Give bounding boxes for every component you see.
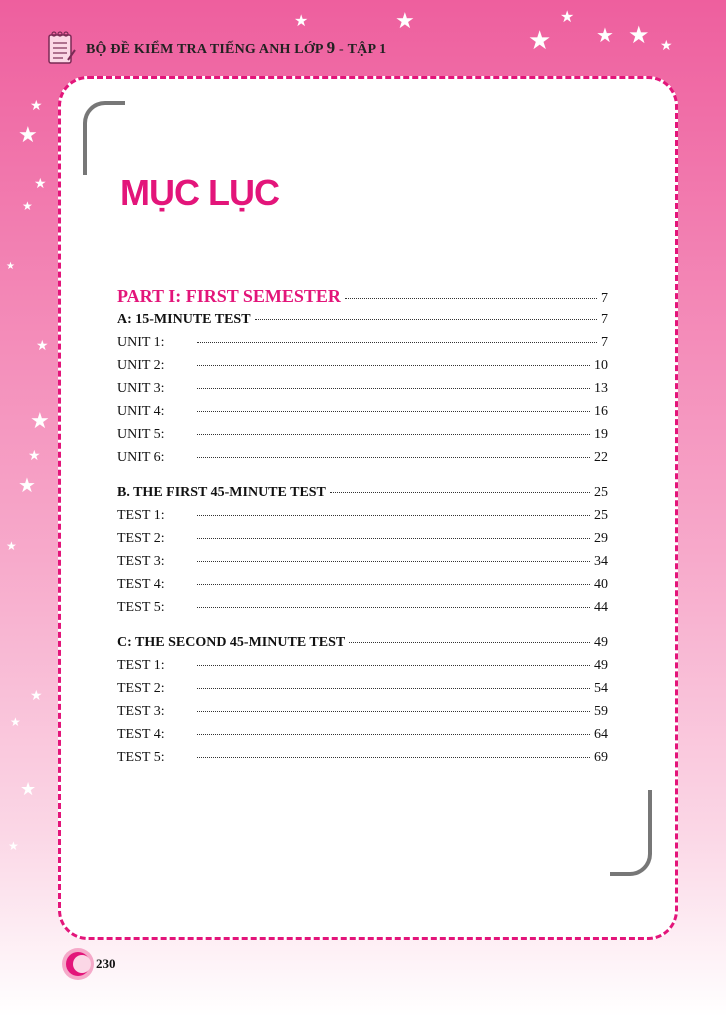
- toc-page: 7: [601, 291, 608, 306]
- toc-page: 64: [594, 727, 608, 742]
- toc-label: TEST 5:: [117, 750, 165, 765]
- toc-page: 16: [594, 404, 608, 419]
- toc-label: TEST 1:: [117, 658, 165, 673]
- toc-page: 13: [594, 381, 608, 396]
- toc-page: 59: [594, 704, 608, 719]
- toc-page: 22: [594, 450, 608, 465]
- toc-row[interactable]: [117, 286, 608, 312]
- dot-leader: [345, 298, 597, 299]
- star-icon: ★: [18, 122, 38, 147]
- toc-row[interactable]: [117, 554, 608, 577]
- toc-page: 54: [594, 681, 608, 696]
- dot-leader: [197, 365, 590, 366]
- book-title-main: BỘ ĐỀ KIỂM TRA TIẾNG ANH LỚP: [86, 42, 323, 57]
- star-icon: ★: [8, 839, 19, 853]
- corner-bracket-top-left: [83, 101, 125, 175]
- star-icon: ★: [660, 39, 673, 54]
- page-number: 230: [96, 956, 116, 971]
- star-icon: ★: [28, 449, 41, 464]
- star-icon: ★: [294, 13, 309, 30]
- table-of-contents: [117, 286, 608, 773]
- toc-label: UNIT 3:: [117, 381, 165, 396]
- toc-row[interactable]: [117, 427, 608, 450]
- toc-page: 7: [601, 335, 608, 350]
- dot-leader: [197, 757, 590, 758]
- star-icon: ★: [6, 539, 17, 553]
- dot-leader: [197, 538, 590, 539]
- dot-leader: [197, 688, 590, 689]
- star-icon: ★: [528, 26, 552, 55]
- star-icon: ★: [18, 475, 36, 497]
- dot-leader: [197, 411, 590, 412]
- toc-label: UNIT 2:: [117, 358, 165, 373]
- toc-label: A: 15-MINUTE TEST: [117, 312, 251, 327]
- toc-page: 44: [594, 600, 608, 615]
- corner-bracket-bottom-right: [610, 790, 652, 876]
- toc-page: 25: [594, 508, 608, 523]
- star-icon: ★: [36, 339, 49, 354]
- dot-leader: [197, 711, 590, 712]
- toc-row[interactable]: [117, 450, 608, 473]
- toc-label: TEST 3:: [117, 704, 165, 719]
- toc-label: TEST 5:: [117, 600, 165, 615]
- toc-row[interactable]: [117, 704, 608, 727]
- toc-label: TEST 4:: [117, 727, 165, 742]
- star-icon: ★: [628, 23, 650, 49]
- dot-leader: [197, 561, 590, 562]
- toc-row[interactable]: [117, 658, 608, 681]
- dot-leader: [255, 319, 597, 320]
- dot-leader: [197, 665, 590, 666]
- toc-label: C: THE SECOND 45-MINUTE TEST: [117, 635, 346, 650]
- star-icon: ★: [395, 8, 415, 33]
- toc-page: 25: [594, 485, 608, 500]
- dot-leader: [197, 515, 590, 516]
- title-separator: -: [335, 42, 348, 57]
- toc-label: PART I: FIRST SEMESTER: [117, 286, 341, 306]
- volume-label: TẬP 1: [347, 42, 387, 57]
- toc-row[interactable]: [117, 750, 608, 773]
- star-icon: ★: [560, 9, 575, 26]
- toc-row[interactable]: [117, 681, 608, 704]
- toc-label: UNIT 1:: [117, 335, 165, 350]
- toc-page: 29: [594, 531, 608, 546]
- toc-page: 49: [594, 635, 608, 650]
- toc-row[interactable]: [117, 531, 608, 554]
- star-icon: ★: [22, 199, 33, 213]
- toc-page: 40: [594, 577, 608, 592]
- section-gap: [117, 623, 608, 635]
- toc-row[interactable]: [117, 577, 608, 600]
- toc-page: 19: [594, 427, 608, 442]
- book-title: [86, 38, 386, 58]
- page-number-circle-icon: [66, 952, 90, 976]
- toc-row[interactable]: [117, 358, 608, 381]
- dot-leader: [197, 342, 597, 343]
- toc-label: TEST 1:: [117, 508, 165, 523]
- toc-row[interactable]: [117, 404, 608, 427]
- toc-row[interactable]: [117, 381, 608, 404]
- dot-leader: [197, 457, 590, 458]
- toc-page: 69: [594, 750, 608, 765]
- running-header: [46, 28, 386, 68]
- star-icon: ★: [30, 689, 43, 704]
- toc-page: 34: [594, 554, 608, 569]
- dot-leader: [197, 388, 590, 389]
- toc-row[interactable]: [117, 635, 608, 658]
- grade-number: 9: [326, 38, 336, 57]
- star-icon: ★: [30, 99, 43, 114]
- toc-label: UNIT 4:: [117, 404, 165, 419]
- dot-leader: [197, 607, 590, 608]
- star-icon: ★: [596, 25, 614, 47]
- page-title: MỤC LỤC: [120, 172, 279, 213]
- toc-label: UNIT 5:: [117, 427, 165, 442]
- dot-leader: [349, 642, 590, 643]
- toc-label: TEST 4:: [117, 577, 165, 592]
- star-icon: ★: [6, 261, 15, 272]
- toc-row[interactable]: [117, 335, 608, 358]
- toc-page: 7: [601, 312, 608, 327]
- toc-row[interactable]: [117, 485, 608, 508]
- page-footer: [66, 952, 116, 976]
- star-icon: ★: [20, 779, 37, 799]
- toc-row[interactable]: [117, 508, 608, 531]
- notebook-icon: [46, 30, 76, 66]
- toc-label: TEST 3:: [117, 554, 165, 569]
- star-icon: ★: [10, 715, 21, 729]
- dot-leader: [197, 434, 590, 435]
- toc-label: UNIT 6:: [117, 450, 165, 465]
- toc-page: 49: [594, 658, 608, 673]
- star-icon: ★: [34, 177, 47, 192]
- toc-label: B. THE FIRST 45-MINUTE TEST: [117, 485, 326, 500]
- toc-label: TEST 2:: [117, 531, 165, 546]
- toc-label: TEST 2:: [117, 681, 165, 696]
- toc-row[interactable]: [117, 312, 608, 335]
- dot-leader: [197, 734, 590, 735]
- toc-row[interactable]: [117, 727, 608, 750]
- star-icon: ★: [30, 408, 50, 433]
- toc-page: 10: [594, 358, 608, 373]
- dot-leader: [330, 492, 590, 493]
- dot-leader: [197, 584, 590, 585]
- toc-row[interactable]: [117, 600, 608, 623]
- section-gap: [117, 473, 608, 485]
